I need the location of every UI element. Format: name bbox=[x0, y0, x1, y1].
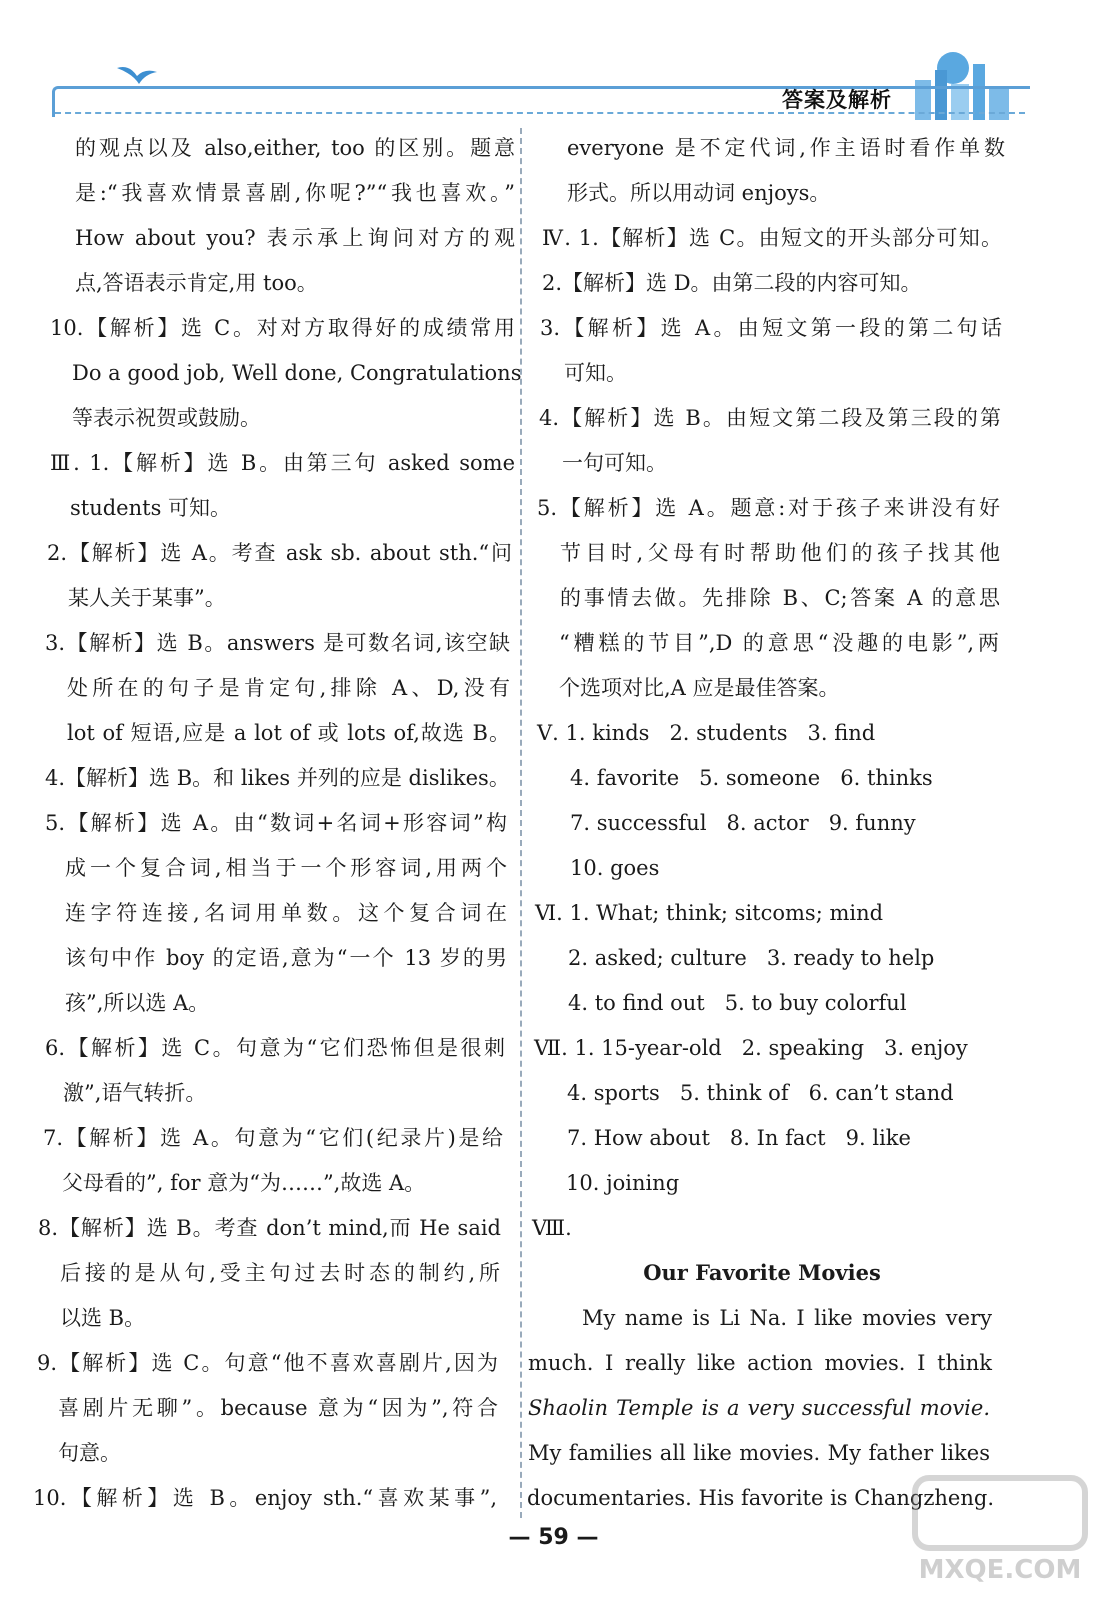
answer-line: Ⅳ. 1.【解析】选 C。由短文的开头部分可知。 bbox=[542, 226, 1002, 250]
answer-line: Ⅲ. 1.【解析】选 B。由第三句 asked some bbox=[50, 451, 515, 475]
answer-line: 某人关于某事”。 bbox=[68, 586, 226, 610]
essay-line: My families all like movies. My father likes bbox=[528, 1441, 990, 1465]
answer-line: 2.【解析】选 D。由第二段的内容可知。 bbox=[542, 271, 922, 295]
answer-line: 8.【解析】选 B。考查 don’t mind,而 He said bbox=[38, 1216, 501, 1240]
svg-text:MXQE.COM: MXQE.COM bbox=[918, 1555, 1082, 1585]
answer-line: 句意。 bbox=[58, 1441, 121, 1465]
answer-line: 成一个复合词,相当于一个形容词,用两个 bbox=[65, 856, 507, 880]
answer-line: 5.【解析】选 A。由“数词+名词+形容词”构 bbox=[45, 811, 507, 835]
answer-line: How about you? 表示承上询问对方的观 bbox=[75, 226, 515, 250]
answer-line: 的事情去做。先排除 B、C;答案 A 的意思 bbox=[560, 586, 1000, 610]
answer-line: 形式。所以用动词 enjoys。 bbox=[567, 181, 831, 205]
essay-line: documentaries. His favorite is Changzheng. bbox=[527, 1486, 994, 1510]
answer-line: 该句中作 boy 的定语,意为“一个 13 岁的男 bbox=[65, 946, 507, 970]
answer-line: 是:“我喜欢情景喜剧,你呢?”“我也喜欢。” bbox=[75, 181, 515, 205]
answer-line: 连字符连接,名词用单数。这个复合词在 bbox=[65, 901, 507, 925]
answer-line: 4. sports 5. think of 6. can’t stand bbox=[567, 1081, 954, 1105]
essay-line: much. I really like action movies. I think bbox=[528, 1351, 992, 1375]
column-divider bbox=[520, 128, 522, 1518]
page-header bbox=[0, 0, 1107, 130]
answer-line: 个选项对比,A 应是最佳答案。 bbox=[559, 676, 840, 700]
answer-line: 3.【解析】选 B。answers 是可数名词,该空缺 bbox=[45, 631, 510, 655]
answer-line: 父母看的”, for 意为“为……”,故选 A。 bbox=[62, 1171, 426, 1195]
answer-line: 7. How about 8. In fact 9. like bbox=[567, 1126, 911, 1150]
answer-line: 节目时,父母有时帮助他们的孩子找其他 bbox=[560, 541, 1000, 565]
answer-line: 以选 B。 bbox=[60, 1306, 146, 1330]
answer-line: 孩”,所以选 A。 bbox=[65, 991, 210, 1015]
answer-line: 5.【解析】选 A。题意:对于孩子来讲没有好 bbox=[537, 496, 1000, 520]
answer-line: 后接的是从句,受主句过去时态的制约,所 bbox=[60, 1261, 500, 1285]
answer-line: 一句可知。 bbox=[562, 451, 667, 475]
answer-line: 7. successful 8. actor 9. funny bbox=[570, 811, 916, 835]
answer-line: 6.【解析】选 C。句意为“它们恐怖但是很刺 bbox=[45, 1036, 505, 1060]
answer-line: 4.【解析】选 B。和 likes 并列的应是 dislikes。 bbox=[45, 766, 510, 790]
answer-line: 等表示祝贺或鼓励。 bbox=[72, 406, 261, 430]
page-number: — 59 — bbox=[508, 1525, 599, 1550]
answer-line: 的观点以及 also,either, too 的区别。题意 bbox=[75, 136, 515, 160]
answer-line: 10. joining bbox=[566, 1171, 680, 1195]
answer-line: everyone 是不定代词,作主语时看作单数 bbox=[567, 136, 1005, 160]
answer-line: 点,答语表示肯定,用 too。 bbox=[75, 271, 318, 295]
answer-line: 9.【解析】选 C。句意“他不喜欢喜剧片,因为 bbox=[37, 1351, 498, 1375]
essay-line: My name is Li Na. I like movies very bbox=[582, 1306, 992, 1330]
answer-line: lot of 短语,应是 a lot of 或 lots of,故选 B。 bbox=[67, 721, 510, 745]
answer-line: students 可知。 bbox=[70, 496, 232, 520]
answer-line: 4. to find out 5. to buy colorful bbox=[568, 991, 907, 1015]
answer-line: 3.【解析】选 A。由短文第一段的第二句话 bbox=[540, 316, 1002, 340]
answer-line: 2.【解析】选 A。考查 ask sb. about sth.“问 bbox=[47, 541, 512, 565]
answer-line: 4.【解析】选 B。由短文第二段及第三段的第 bbox=[539, 406, 1001, 430]
answer-line: 喜剧片无聊”。because 意为“因为”,符合 bbox=[58, 1396, 498, 1420]
answer-line: 激”,语气转折。 bbox=[63, 1081, 207, 1105]
answer-line: 7.【解析】选 A。句意为“它们(纪录片)是给 bbox=[43, 1126, 503, 1150]
answer-line: 可知。 bbox=[564, 361, 627, 385]
answer-line: Do a good job, Well done, Congratulations bbox=[72, 361, 522, 385]
answer-line: 处所在的句子是肯定句,排除 A、D,没有 bbox=[67, 676, 510, 700]
answer-line: 4. favorite 5. someone 6. thinks bbox=[570, 766, 933, 790]
answer-line: 10. goes bbox=[570, 856, 660, 880]
answer-line: 2. asked; culture 3. ready to help bbox=[568, 946, 935, 970]
section-title: 答案及解析 bbox=[782, 88, 892, 112]
answer-line: 10.【解析】选 B。enjoy sth.“喜欢某事”, bbox=[33, 1486, 497, 1510]
answer-line: “糟糕的节目”,D 的意思“没趣的电影”,两 bbox=[559, 631, 999, 655]
answer-line: Ⅵ. 1. What; think; sitcoms; mind bbox=[535, 901, 884, 925]
essay-title: Our Favorite Movies bbox=[643, 1260, 881, 1285]
answer-line: 10.【解析】选 C。对对方取得好的成绩常用 bbox=[50, 316, 515, 340]
watermark-logo bbox=[905, 1470, 1095, 1590]
section-number: Ⅷ. bbox=[532, 1216, 572, 1240]
answer-line: Ⅴ. 1. kinds 2. students 3. find bbox=[537, 721, 876, 745]
answer-line: Ⅶ. 1. 15-year-old 2. speaking 3. enjoy bbox=[534, 1036, 968, 1060]
essay-line: Shaolin Temple is a very successful movie. bbox=[528, 1396, 990, 1420]
